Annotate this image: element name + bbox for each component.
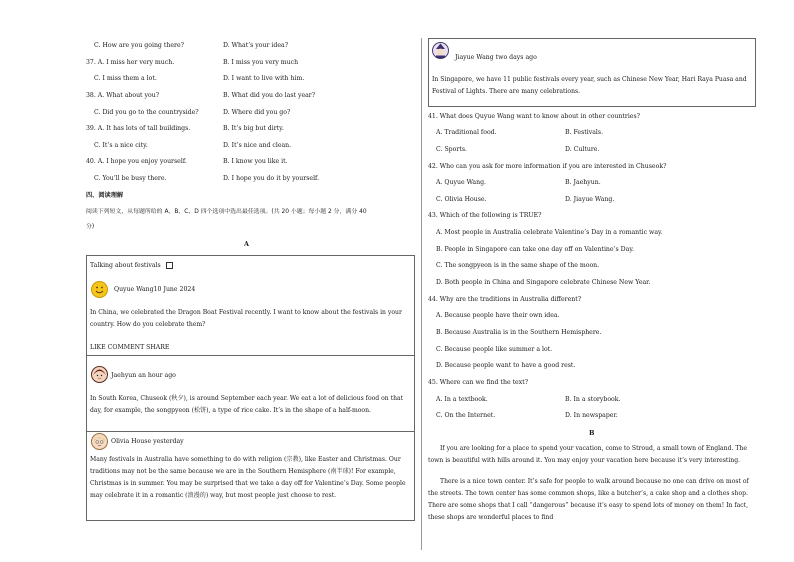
q38-option-b: B. What did you do last year?: [223, 92, 316, 99]
post1-actions[interactable]: LIKE COMMENT SHARE: [90, 344, 170, 351]
q43-stem: 43. Which of the following is TRUE?: [428, 212, 542, 219]
post4-text: In Singapore, we have 11 public festivals every year, such as Chinese New Year, Hari Raya Puasa and Festival of Lights. There are many celebrations.: [432, 76, 747, 95]
q45-option-b: B. In a storybook.: [565, 396, 621, 403]
instruction-line-1: 阅读下列短文，从每题所给的 A、B、C、D 四个选项中选出最佳选项。(共 20 小题；每小题 2 分，满分 40: [86, 209, 367, 215]
q37-option-a: 37. A. I miss her very much.: [86, 59, 175, 66]
q41-option-a: A. Traditional food.: [436, 129, 497, 136]
q44-stem: 44. Why are the traditions in Australia different?: [428, 296, 582, 303]
q37-option-d: D. I want to live with him.: [223, 75, 305, 82]
forum-box: [86, 255, 415, 521]
passage-b-paragraph-1: If you are looking for a place to spend your vacation, come to Stroud, a small town of England. The town is beautiful with hills around it. You may enjoy your vacation here because it’s very interesting.: [428, 445, 747, 464]
q39-option-a: 39. A. It has lots of tall buildings.: [86, 125, 191, 132]
user-avatar-icon: [432, 42, 449, 59]
user-avatar-icon: [91, 366, 108, 383]
q38-option-c: C. Did you go to the countryside?: [94, 109, 199, 116]
q43-option-c: C. The songpyeon is in the same shape of the moon.: [436, 262, 600, 269]
post1-author: Quyue Wang10 June 2024: [114, 286, 196, 293]
instruction-line-2: 分): [86, 224, 95, 230]
post2-author: Jaehyun an hour ago: [111, 372, 176, 379]
forum-title: [90, 262, 173, 270]
q41-option-b: B. Festivals.: [565, 129, 604, 136]
q38-option-d: D. Where did you go?: [223, 109, 291, 116]
q43-option-b: B. People in Singapore can take one day off on Valentine’s Day.: [436, 246, 634, 253]
q42-option-d: D. Jiayue Wang.: [565, 196, 615, 203]
section-title: 四、阅读理解: [86, 192, 124, 199]
passage-b-label: B: [589, 429, 595, 437]
forum-box-continued: [428, 38, 756, 107]
passage-a-label: A: [244, 240, 249, 248]
q39-option-d: D. It’s nice and clean.: [223, 142, 292, 149]
q42-stem: 42. Who can you ask for more information if you are interested in Chuseok?: [428, 163, 667, 170]
q36-option-c: C. How are you going there?: [94, 42, 184, 49]
q40-option-c: C. You’ll be busy there.: [94, 175, 167, 182]
q40-option-d: D. I hope you do it by yourself.: [223, 175, 320, 182]
q39-option-b: B. It’s big but dirty.: [223, 125, 284, 132]
q43-option-a: A. Most people in Australia celebrate Valentine’s Day in a romantic way.: [436, 229, 663, 236]
q36-option-d: D. What’s your idea?: [223, 42, 289, 49]
forum-title-text: Talking about festivals: [90, 262, 161, 269]
q38-option-a: 38. A. What about you?: [86, 92, 160, 99]
user-avatar-icon: [91, 433, 108, 450]
passage-b-paragraph-2: There is a nice town center. It’s safe for people to walk around because no one can drive on most of the streets. The town center has some common shops, like a butcher’s, a cake shop and a clothes shop. There are some shops that I call “dangerous” because it’s easy to spend lots of money on them! In fact, these shops are wonderful places to find: [428, 478, 749, 521]
q37-option-c: C. I miss them a lot.: [94, 75, 157, 82]
q45-option-c: C. On the Internet.: [436, 412, 496, 419]
divider: [87, 431, 414, 432]
column-divider: [421, 38, 422, 550]
q42-option-c: C. Olivia House.: [436, 196, 487, 203]
q43-option-d: D. Both people in China and Singapore celebrate Chinese New Year.: [436, 279, 651, 286]
q41-stem: 41. What does Quyue Wang want to know about in other countries?: [428, 113, 640, 120]
q40-option-a: 40. A. I hope you enjoy yourself.: [86, 158, 187, 165]
q44-option-a: A. Because people have their own idea.: [436, 312, 560, 319]
post4-author: Jiayue Wang two days ago: [455, 54, 537, 61]
q37-option-b: B. I miss you very much: [223, 59, 299, 66]
post3-author: Olivia House yesterday: [111, 438, 184, 445]
q39-option-c: C. It’s a nice city.: [94, 142, 148, 149]
post2-text: In South Korea, Chuseok (秋夕), is around September each year. We eat a lot of delicious food on that day, for example, the songpyeon (松饼), a type of rice cake. It’s in the shape of a half-moon.: [90, 395, 404, 414]
post1-text: In China, we celebrated the Dragon Boat Festival recently. I want to know about the festivals in your country. How do you celebrate them?: [90, 309, 402, 328]
smiley-avatar-icon: [91, 281, 108, 298]
camera-icon: [166, 262, 173, 269]
q42-option-a: A. Quyue Wang.: [436, 179, 486, 186]
q44-option-b: B. Because Australia is in the Southern Hemisphere.: [436, 329, 602, 336]
q45-stem: 45. Where can we find the text?: [428, 379, 529, 386]
q42-option-b: B. Jaehyun.: [565, 179, 601, 186]
q44-option-d: D. Because people want to have a good rest.: [436, 362, 576, 369]
post3-text: Many festivals in Australia have something to do with religion (宗教), like Easter and Christmas. Our traditions may not be the same because we are in the Southern Hemisphere (南半球)! For example, Christmas is in summer. You may be surprised that we take a day off for Valentine’s Day. Some people may celebrate it in a romantic (浪漫的) way, but most people just choose to rest.: [90, 456, 406, 499]
q41-option-d: D. Culture.: [565, 146, 600, 153]
q40-option-b: B. I know you like it.: [223, 158, 288, 165]
divider: [87, 355, 414, 356]
q41-option-c: C. Sports.: [436, 146, 467, 153]
q45-option-a: A. In a textbook.: [436, 396, 488, 403]
q45-option-d: D. In newspaper.: [565, 412, 618, 419]
q44-option-c: C. Because people like summer a lot.: [436, 346, 553, 353]
